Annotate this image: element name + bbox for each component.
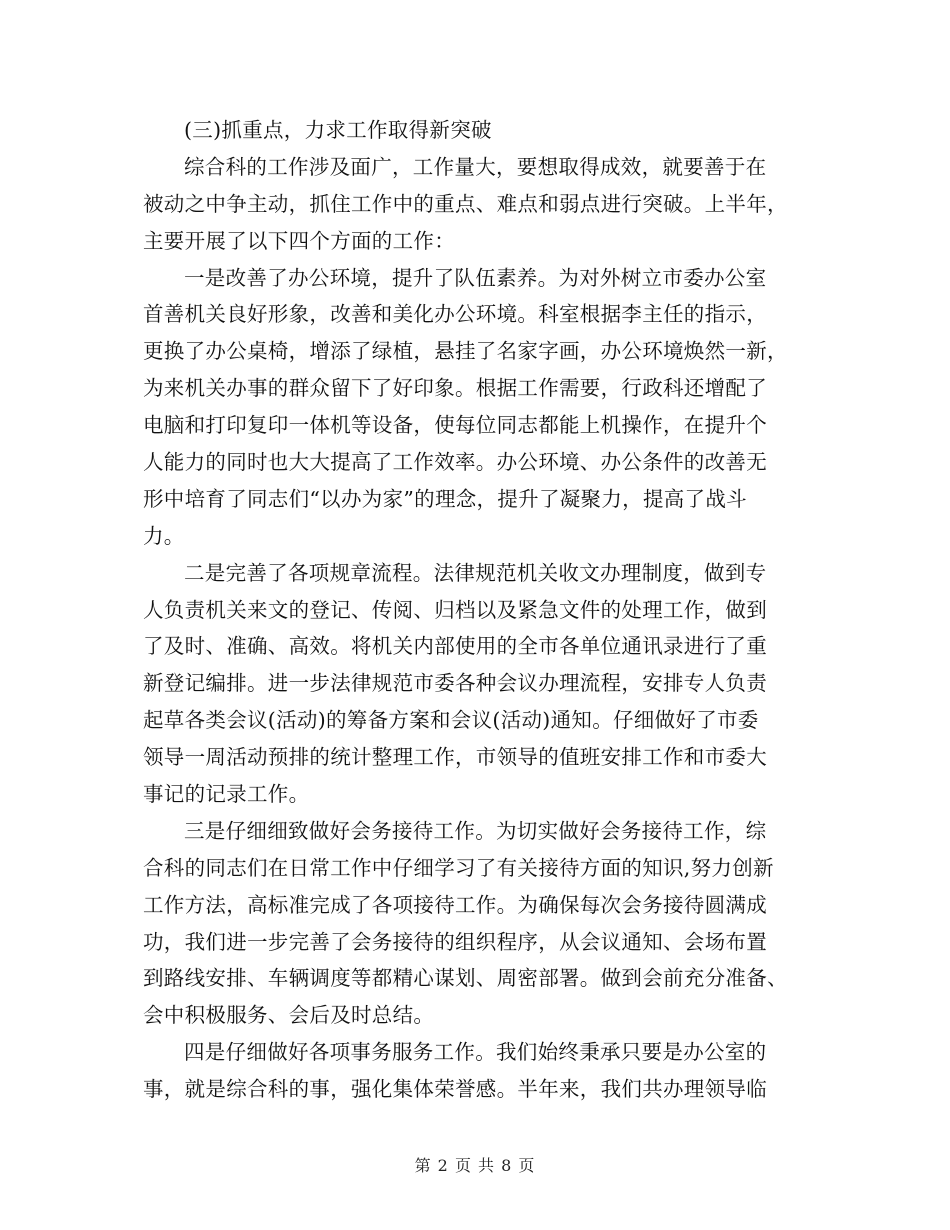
paragraph-line: 人负责机关来文的登记、传阅、归档以及紧急文件的处理工作，做到	[143, 597, 767, 622]
paragraph-line: 了及时、准确、高效。将机关内部使用的全市各单位通讯录进行了重	[143, 634, 767, 659]
paragraph-line: 到路线安排、车辆调度等都精心谋划、周密部署。做到会前充分准备、	[143, 966, 788, 991]
paragraph-line: 被动之中争主动，抓住工作中的重点、难点和弱点进行突破。上半年，	[143, 191, 788, 216]
paragraph-line: 四是仔细做好各项事务服务工作。我们始终秉承只要是办公室的	[184, 1040, 767, 1065]
paragraph-line: 工作方法，高标准完成了各项接待工作。为确保每次会务接待圆满成	[143, 892, 767, 917]
paragraph-line: 力。	[143, 523, 185, 548]
paragraph-line: 事记的记录工作。	[143, 782, 310, 807]
page-number-footer: 第 2 页 共 8 页	[414, 1156, 536, 1175]
paragraph-line: 主要开展了以下四个方面的工作：	[143, 228, 455, 253]
paragraph-line: 新登记编排。进一步法律规范市委各种会议办理流程，安排专人负责	[143, 671, 767, 696]
paragraph-line: 电脑和打印复印一体机等设备，使每位同志都能上机操作，在提升个	[143, 413, 767, 438]
paragraph-line: 二是完善了各项规章流程。法律规范机关收文办理制度，做到专	[184, 560, 767, 585]
paragraph-line: 首善机关良好形象，改善和美化办公环境。科室根据李主任的指示，	[143, 302, 767, 327]
paragraph-line: 会中积极服务、会后及时总结。	[143, 1003, 435, 1028]
document-body	[143, 112, 811, 1108]
paragraph-line: 起草各类会议(活动)的筹备方案和会议(活动)通知。仔细做好了市委	[143, 708, 759, 733]
section-heading: (三)抓重点，力求工作取得新突破	[184, 118, 492, 142]
paragraph-line: 更换了办公桌椅，增添了绿植，悬挂了名家字画，办公环境焕然一新，	[143, 339, 788, 364]
paragraph-line: 综合科的工作涉及面广，工作量大，要想取得成效，就要善于在	[184, 154, 767, 179]
paragraph-line: 功，我们进一步完善了会务接待的组织程序，从会议通知、会场布置	[143, 929, 767, 954]
paragraph-line: 人能力的同时也大大提高了工作效率。办公环境、办公条件的改善无	[143, 450, 767, 475]
paragraph-line: 形中培育了同志们“以办为家”的理念，提升了凝聚力，提高了战斗	[143, 486, 747, 511]
paragraph-line: 合科的同志们在日常工作中仔细学习了有关接待方面的知识,努力创新	[143, 855, 774, 880]
paragraph-line: 三是仔细细致做好会务接待工作。为切实做好会务接待工作，综	[184, 818, 767, 843]
paragraph-line: 领导一周活动预排的统计整理工作，市领导的值班安排工作和市委大	[143, 745, 767, 770]
paragraph-line: 为来机关办事的群众留下了好印象。根据工作需要，行政科还增配了	[143, 376, 767, 401]
paragraph-line: 事，就是综合科的事，强化集体荣誉感。半年来，我们共办理领导临	[143, 1077, 767, 1102]
paragraph-line: 一是改善了办公环境，提升了队伍素养。为对外树立市委办公室	[184, 265, 767, 290]
